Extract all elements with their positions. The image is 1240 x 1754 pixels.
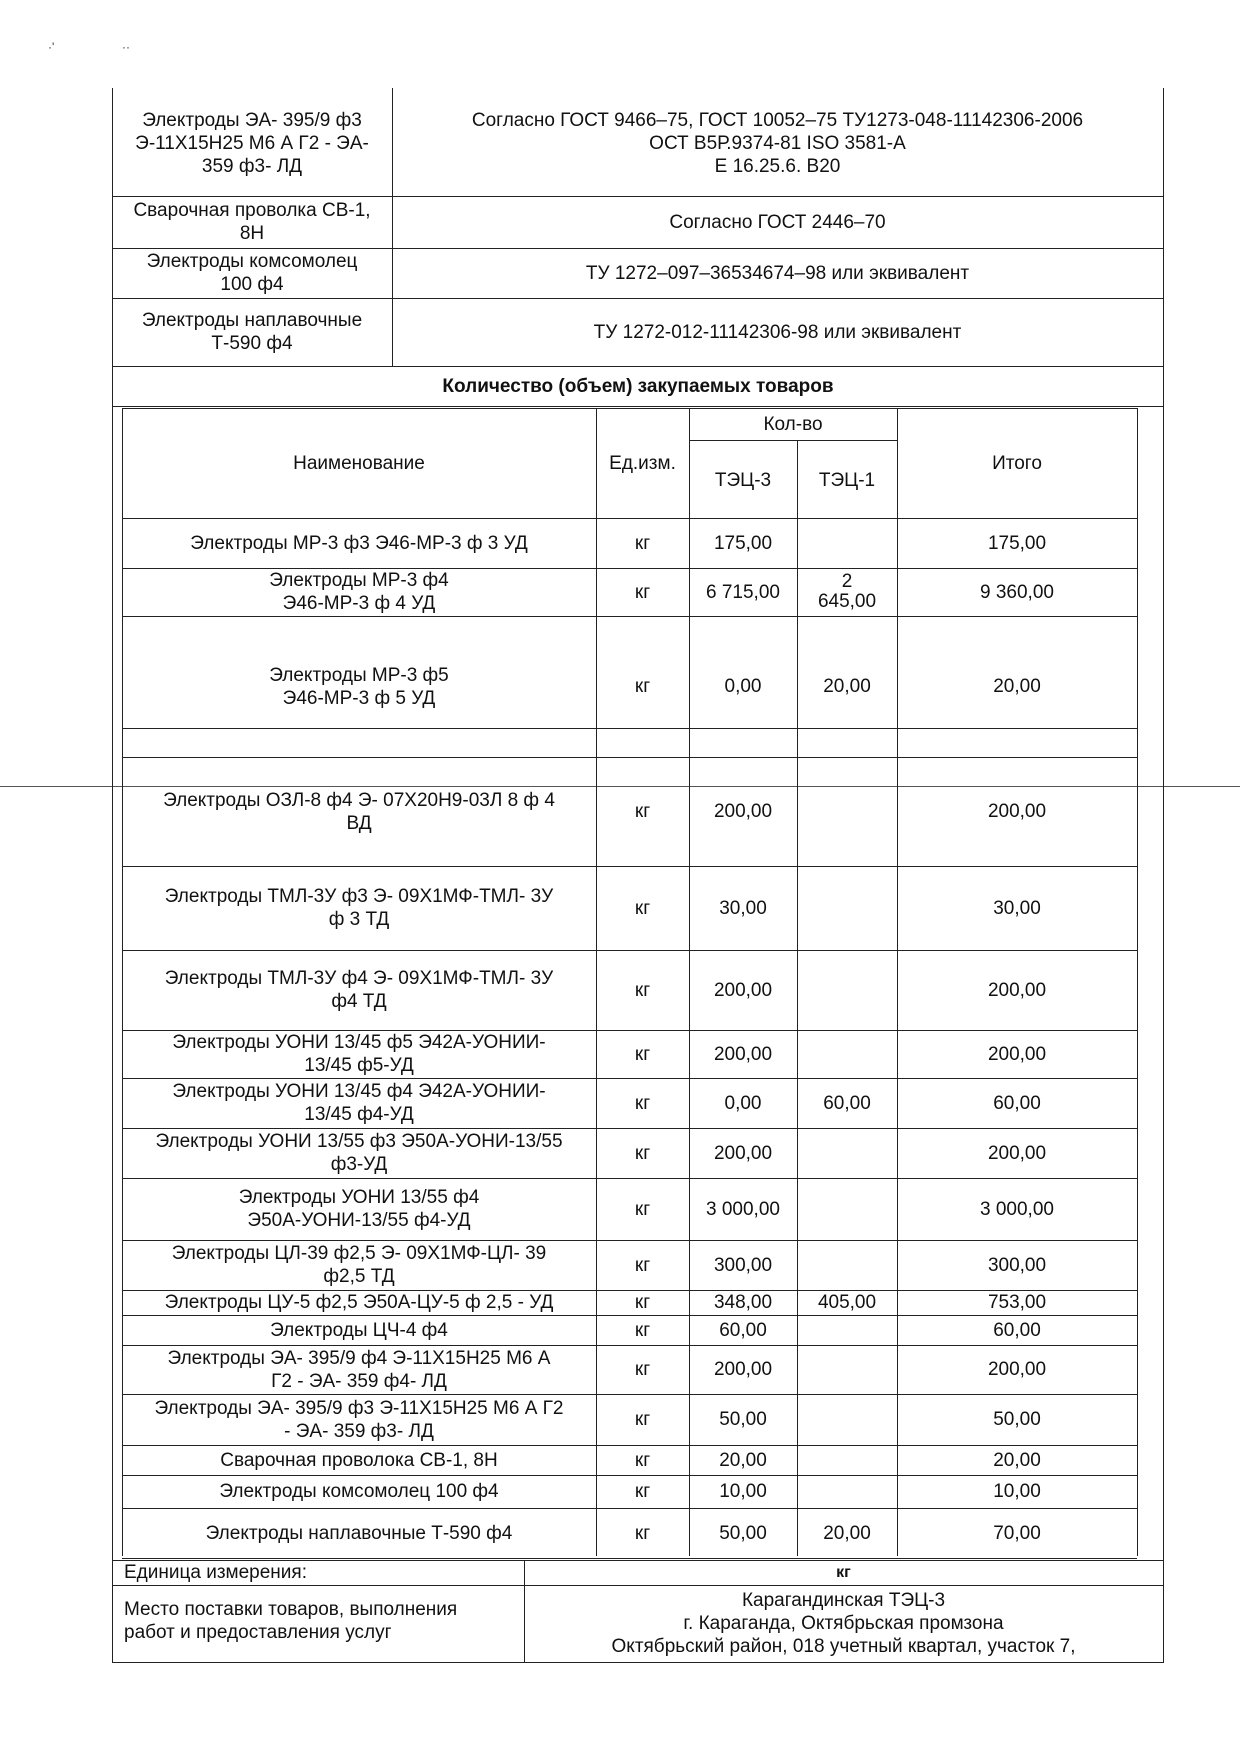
spec-standard: ТУ 1272-012-11142306-98 или эквивалент [593, 321, 962, 343]
spec-name: Электроды ЭА- 395/9 ф3 Э-11Х15Н25 М6 А Г2 - ЭА- 359 ф3- ЛД [135, 109, 369, 177]
cell-tec1 [797, 950, 897, 1030]
cell-name: Электроды ЭА- 395/9 ф4 Э-11Х15Н25 М6 А Г2 - ЭА- 359 ф4- ЛД [167, 1347, 551, 1392]
header-tec1: ТЭЦ-1 [818, 469, 876, 491]
cell-total: 60,00 [993, 1319, 1041, 1341]
cell-name: Электроды УОНИ 13/55 ф4 Э50А-УОНИ-13/55 ф4-УД [238, 1187, 480, 1231]
cell-tec1 [797, 1030, 897, 1078]
cell-tec1 [797, 1475, 897, 1508]
cell-name: Электроды ТМЛ-3У ф3 Э- 09Х1МФ-ТМЛ- 3У ф 3 ТД [164, 886, 554, 930]
cell-total: 20,00 [993, 1449, 1041, 1471]
cell-total: 20,00 [993, 676, 1041, 697]
cell-tec3: 0,00 [724, 676, 762, 697]
cell-tec1: 60,00 [823, 1092, 871, 1114]
cell-tec3: 6 715,00 [706, 581, 780, 603]
cell-name: Электроды наплавочные Т-590 ф4 [205, 1522, 513, 1544]
cell-total: 175,00 [987, 532, 1047, 554]
cell-tec1 [797, 1240, 897, 1290]
cell-unit: кг [634, 1254, 651, 1276]
cell-unit: кг [634, 676, 651, 697]
cell-tec1: 2 645,00 [817, 571, 877, 612]
spec-standard: ТУ 1272–097–36534674–98 или эквивалент [585, 262, 970, 284]
cell-name: Электроды ЦУ-5 ф2,5 Э50А-ЦУ-5 ф 2,5 - УД [164, 1292, 554, 1313]
cell-tec1 [797, 757, 897, 866]
cell-unit: кг [634, 897, 651, 919]
cell-total: 200,00 [987, 979, 1047, 1001]
cell-tec1 [797, 1315, 897, 1345]
cell-total: 300,00 [987, 1254, 1047, 1276]
place-label: Место поставки товаров, выполнения работ и предоставления услуг [124, 1599, 458, 1643]
header-qty: Кол-во [763, 413, 823, 435]
cell-unit: кг [634, 801, 651, 822]
cell-unit: кг [634, 1359, 651, 1380]
scan-mark: ·· [122, 40, 130, 54]
cell-total: 753,00 [987, 1292, 1047, 1313]
cell-total: 200,00 [987, 1043, 1047, 1065]
cell-tec3: 200,00 [713, 979, 773, 1001]
cell-unit: кг [634, 1319, 651, 1341]
cell-tec3: 175,00 [713, 532, 773, 554]
cell-name: Электроды ЭА- 395/9 ф3 Э-11Х15Н25 М6 А Г2 - ЭА- 359 ф3- ЛД [154, 1397, 564, 1442]
cell-total: 200,00 [987, 801, 1047, 822]
cell-tec3: 348,00 [713, 1292, 773, 1313]
place-value: Карагандинская ТЭЦ-3 г. Караганда, Октябрьская промзона Октябрьский район, 018 учетный квартал, участок 7, [611, 1590, 1076, 1657]
cell-tec3: 20,00 [719, 1449, 767, 1471]
cell-tec1 [797, 1128, 897, 1178]
row-divider [122, 728, 1137, 729]
cell-unit: кг [634, 1449, 651, 1471]
cell-tec3: 3 000,00 [706, 1198, 780, 1220]
spec-name: Сварочная проволка СВ-1, 8Н [133, 200, 371, 244]
cell-unit: кг [634, 532, 651, 554]
cell-total: 50,00 [993, 1409, 1041, 1430]
cell-tec3: 30,00 [719, 897, 767, 919]
cell-total: 3 000,00 [980, 1198, 1054, 1220]
cell-tec1 [797, 1394, 897, 1445]
cell-tec1 [797, 1345, 897, 1394]
unit-label: Единица измерения: [124, 1562, 307, 1583]
cell-unit: кг [634, 1142, 651, 1164]
header-unit: Ед.изм. [609, 452, 676, 474]
unit-value: кг [836, 1564, 851, 1581]
cell-name: Электроды МР-3 ф5 Э46-МР-3 ф 5 УД [269, 664, 449, 709]
cell-unit: кг [634, 1522, 651, 1544]
scan-mark: ·' [48, 40, 55, 54]
cell-name: Электроды МР-3 ф3 Э46-МР-3 ф 3 УД [190, 532, 528, 554]
header-total: Итого [992, 452, 1042, 474]
cell-unit: кг [634, 1198, 651, 1220]
spec-standard: Согласно ГОСТ 2446–70 [669, 211, 886, 233]
cell-name: Электроды УОНИ 13/45 ф5 Э42А-УОНИИ- 13/45 ф5-УД [172, 1032, 546, 1076]
header-name: Наименование [293, 452, 425, 474]
cell-name: Электроды комсомолец 100 ф4 [219, 1481, 499, 1502]
cell-tec3: 10,00 [719, 1481, 767, 1502]
cell-tec1 [797, 866, 897, 950]
spec-standard: Согласно ГОСТ 9466–75, ГОСТ 10052–75 ТУ1273-048-11142306-2006 ОСТ В5Р.9374-81 ISO 3581-А Е 16.25.6. В20 [471, 109, 1084, 177]
cell-name: Электроды ОЗЛ-8 ф4 Э- 07Х20Н9-03Л 8 ф 4 ВД [163, 789, 555, 834]
cell-total: 70,00 [993, 1522, 1041, 1544]
cell-tec3: 200,00 [713, 1359, 773, 1380]
cell-unit: кг [634, 581, 651, 603]
cell-unit: кг [634, 1409, 651, 1430]
spec-name: Электроды комсомолец 100 ф4 [146, 251, 358, 295]
cell-unit: кг [634, 1043, 651, 1065]
cell-unit: кг [634, 1292, 651, 1313]
cell-tec3: 50,00 [719, 1409, 767, 1430]
cell-name: Сварочная проволока СВ-1, 8Н [220, 1449, 498, 1471]
cell-tec1: 20,00 [823, 1522, 871, 1544]
cell-unit: кг [634, 1481, 651, 1502]
cell-tec3: 300,00 [713, 1254, 773, 1276]
cell-tec3: 200,00 [713, 1043, 773, 1065]
cell-tec1 [797, 1178, 897, 1240]
cell-tec3: 60,00 [719, 1319, 767, 1341]
cell-tec3: 50,00 [719, 1522, 767, 1544]
section-title: Количество (объем) закупаемых товаров [442, 375, 834, 397]
cell-unit: кг [634, 979, 651, 1001]
spec-name: Электроды наплавочные Т-590 ф4 [141, 310, 363, 354]
cell-total: 60,00 [993, 1092, 1041, 1114]
row-divider [122, 1558, 1137, 1559]
cell-name: Электроды УОНИ 13/55 ф3 Э50А-УОНИ-13/55 ф3-УД [155, 1131, 563, 1175]
cell-name: Электроды ТМЛ-3У ф4 Э- 09Х1МФ-ТМЛ- 3У ф4 ТД [164, 968, 554, 1012]
cell-name: Электроды ЦЛ-39 ф2,5 Э- 09Х1МФ-ЦЛ- 39 ф2,5 ТД [171, 1243, 547, 1287]
cell-tec3: 200,00 [713, 801, 773, 822]
cell-tec1 [797, 1445, 897, 1475]
cell-tec1: 20,00 [823, 676, 871, 697]
cell-total: 9 360,00 [980, 581, 1054, 603]
cell-name: Электроды МР-3 ф4 Э46-МР-3 ф 4 УД [269, 570, 449, 614]
cell-name: Электроды УОНИ 13/45 ф4 Э42А-УОНИИ- 13/45 ф4-УД [172, 1081, 546, 1125]
cell-tec3: 0,00 [724, 1092, 762, 1114]
cell-tec1: 405,00 [817, 1292, 877, 1313]
cell-total: 200,00 [987, 1142, 1047, 1164]
cell-total: 10,00 [993, 1481, 1041, 1502]
cell-unit: кг [634, 1092, 651, 1114]
cell-total: 30,00 [993, 897, 1041, 919]
header-tec3: ТЭЦ-3 [714, 469, 772, 491]
cell-name: Электроды ЦЧ-4 ф4 [270, 1319, 448, 1341]
cell-tec3: 200,00 [713, 1142, 773, 1164]
cell-total: 200,00 [987, 1359, 1047, 1380]
cell-tec1 [797, 518, 897, 568]
